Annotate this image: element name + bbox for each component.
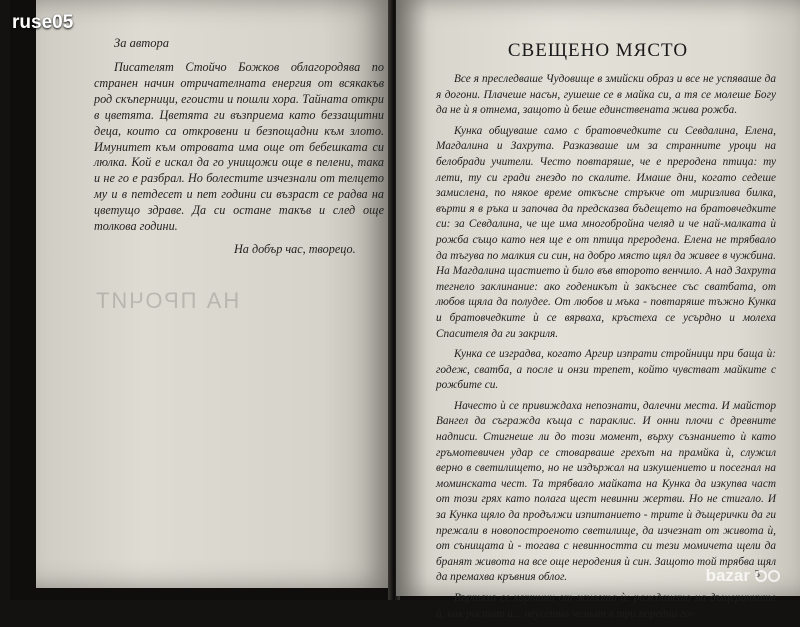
story-title: СВЕЩЕНО МЯСТО (507, 40, 689, 61)
brand-watermark-text: bazar (705, 566, 750, 585)
story-paragraph: Начесто ѝ се привиждаха непознати, далечни места. И майстор Вангел да съгражда къща с параклис. И онни плочи с древните надписи. Стигнеше ли до този момент, върху съзнанието ѝ като гръмотевичен удар се стоварваше грехът на прамйка ѝ, служил верно в светилището, но не издържал на изкушението и посегнал на моминската чест. Та трябвало майката на Кунка да изкупва част от този грях като полага щест невинни жертви. Но не стигало. И за Кунка щяло да продължи изпитанието - трите ѝ дъщерички да ги прежали в новопостроеното светилище, да изчезнат от живота ѝ, от сънищата ѝ - тогава с невинността си тези момичета щели да бранят живота на все още неродения ѝ син. Защото той трябва щял да премахва кръвния облог. (436, 399, 776, 584)
story-body (436, 72, 776, 627)
author-heading: За автора (114, 36, 170, 50)
brand-watermark (706, 566, 788, 586)
author-bio-paragraph: Писателят Стойчо Божков облагородява по странен начин отричателната енергия от всякакъв род скъперници, егоисти и пошли хора. Тайната откри в цветята. Цветята ги възприема като беззащитни деца, които са откровени и безпощадни към злото. Имунитет към отровата има още от бебешката си люлка. Кой е искал да го унищожи още в пелени, така и не го е разбрал. Но болестите изчезнали от телцето му и в петдесет и пет години си възраст се радва на цветущо здраве. Да си остане такъв и след още толкова години. (94, 60, 384, 234)
site-watermark: ruse05 (12, 12, 74, 33)
author-bio (94, 60, 384, 235)
book-spread (10, 0, 800, 620)
author-closing: На добър час, творецо. (234, 242, 356, 256)
left-page (36, 0, 394, 588)
bleed-through-text: НА ПРОЧИТ (94, 288, 240, 313)
story-paragraph: Кунка общуваше само с братовчедките си Севдалина, Елена, Магдалина и Захрута. Разказваше им за странните уроци на белобради учители. Често повтаряше, че е преродена птица: ту лети, ту си гради гнездо по скалите. Имаше дни, когато седеше замислена, по някое време откъсне стръкче от миризлива билка, върти я в ръка и започва да предсказва бъдещето на братовчедките си: за Севдалина, че ще има многобройна челяд и че най-малката ѝ рожба също като нея ще е от птица преродена. Елена не трябвало да тъгува по малкия си син, на добро място щял да живее в чужбина. На Магдалина щастието ѝ било във второто венчило. А над Захрута тегнело заклинание: ако годеникът ѝ закъснее със сватбата, от любов щяла да полудее. От любов и мъка - повтаряше тъжно Кунка и братовчедките ѝ се вярваха, кръстеха се усърдно и молеха Спасителя да ги закриля. (436, 124, 776, 340)
story-paragraph: Кунка се изградва, когато Аргир изпрати стройници при баща ѝ: годеж, сватба, а после и онзи трепет, който чувстват майките с рожбите си. (436, 348, 776, 392)
right-page (396, 0, 800, 620)
brand-logo-icon (754, 569, 788, 583)
story-paragraph: Въртяха се картини от живота ѝ: раждането на дъщеричките ѝ, как растат и... неусетно чезнат в три поредни го- (436, 592, 776, 620)
page-number: 3 (754, 568, 760, 580)
story-paragraph: Все я преследваше Чудовище в змийски образ и все не успяваше да я догони. Плачеше насън, гушеше се в майка си, а тя се молеше Богу да не ѝ я отнема, защото ѝ беше единствената жива рожба. (436, 73, 776, 117)
